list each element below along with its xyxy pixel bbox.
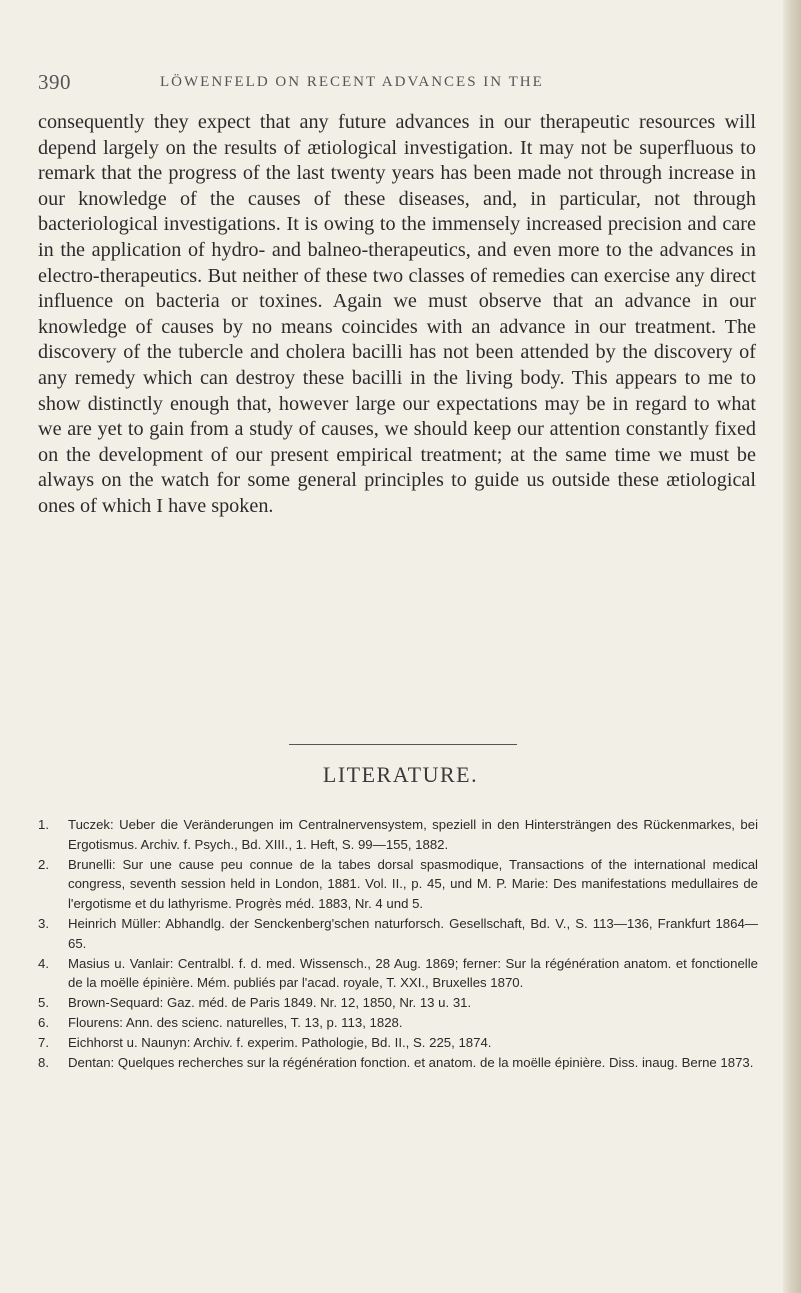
reference-text: Masius u. Vanlair: Centralbl. f. d. med. Wissensch., 28 Aug. 1869; ferner: Sur la régénération anatom. et fonctionelle de la moëlle épinière. Mém. publiés par l'acad. royale, T. XXI., Bruxelles 1870. xyxy=(68,955,758,991)
reference-item xyxy=(38,1033,758,1053)
reference-text: Eichhorst u. Naunyn: Archiv. f. experim. Pathologie, Bd. II., S. 225, 1874. xyxy=(68,1034,492,1050)
reference-text: Flourens: Ann. des scienc. naturelles, T. 13, p. 113, 1828. xyxy=(68,1014,403,1030)
section-divider xyxy=(289,744,517,745)
reference-item xyxy=(38,1053,758,1073)
reference-number: 7. xyxy=(38,1034,49,1050)
reference-number: 3. xyxy=(38,915,49,931)
reference-item xyxy=(38,815,758,855)
reference-item xyxy=(38,855,758,914)
page-number: 390 xyxy=(38,70,71,94)
reference-number: 1. xyxy=(38,817,49,832)
reference-text: Tuczek: Ueber die Veränderungen im Centralnervensystem, speziell in den Hintersträngen des Rückenmarkes, bei Ergotismus. Archiv. f. Psych., Bd. XIII., 1. Heft, S. 99—155, 1882. xyxy=(68,817,758,852)
body-paragraph: consequently they expect that any future advances in our therapeutic resources will depend largely on the results of ætiological investigation. It may not be superfluous to remark that the progress of the last twenty years has been made not through increase in our knowledge of the causes of these diseases, and, in particular, not through bacteriological investigations. It is owing to the immensely increased precision and care in the application of hydro- and balneo-therapeutics, and even more to the advances in electro-therapeutics. But neither of these two classes of remedies can exercise any direct influence on bacteria or toxines. Again we must observe that an advance in our knowledge of causes by no means coincides with an advance in our treatment. The discovery of the tubercle and cholera bacilli has not been attended by the discovery of any remedy which can destroy these bacilli in the living body. This appears to me to show distinctly enough that, however large our expectations may be in regard to what we are yet to gain from a study of causes, we should keep our attention constantly fixed on the development of our present empirical treatment; at the same time we must be always on the watch for some general principles to guide us outside these ætiological ones of which I have spoken. xyxy=(38,111,756,517)
reference-text: Heinrich Müller: Abhandlg. der Senckenberg'schen naturforsch. Gesellschaft, Bd. V., S. 113—136, Frankfurt 1864—65. xyxy=(68,915,758,951)
reference-number: 8. xyxy=(38,1054,49,1070)
reference-item xyxy=(38,1013,758,1033)
running-head: LÖWENFELD ON RECENT ADVANCES IN THE xyxy=(160,74,544,90)
reference-text: Dentan: Quelques recherches sur la régénération fonction. et anatom. de la moëlle épinière. Diss. inaug. Berne 1873. xyxy=(68,1054,754,1070)
literature-heading: LITERATURE. xyxy=(322,762,479,787)
reference-number: 6. xyxy=(38,1014,49,1030)
page-edge xyxy=(783,0,801,1293)
reference-number: 4. xyxy=(38,955,49,971)
reference-item xyxy=(38,954,758,994)
reference-list xyxy=(38,815,758,1072)
body-text xyxy=(38,110,756,520)
reference-item xyxy=(38,993,758,1013)
reference-item xyxy=(38,914,758,954)
reference-number: 2. xyxy=(38,856,49,872)
reference-text: Brown-Sequard: Gaz. méd. de Paris 1849. Nr. 12, 1850, Nr. 13 u. 31. xyxy=(68,995,472,1011)
reference-text: Brunelli: Sur une cause peu connue de la tabes dorsal spasmodique, Transactions of the international medical congress, seventh session held in London, 1881. Vol. II., p. 45, und M. P. Marie: Des manifestations medullaires de l'ergotisme et du lathyrisme. Progrès méd. 1883, Nr. 4 und 5. xyxy=(68,856,758,912)
reference-number: 5. xyxy=(38,995,49,1011)
